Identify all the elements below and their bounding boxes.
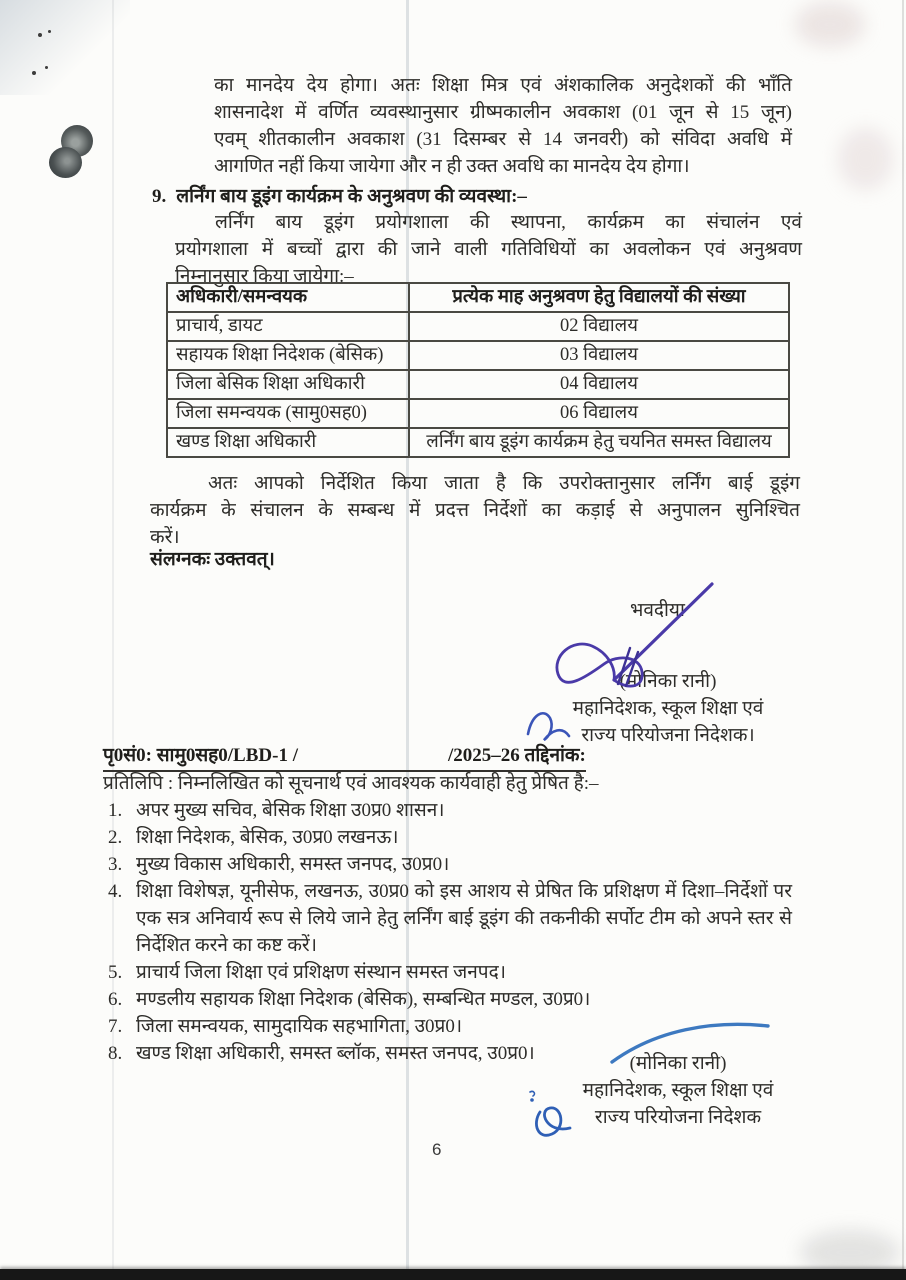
opening-paragraph (214, 72, 792, 180)
signature-ink (552, 580, 720, 698)
paragraph-line: शासनादेश में वर्णित व्यवस्थानुसार ग्रीष्मकालीन अवकाश (01 जून से 15 जून) (214, 102, 792, 123)
paragraph-line: एवम् शीतकालीन अवकाश (31 दिसम्बर से 14 जनवरी) को संविदा अवधि में (214, 129, 792, 150)
signatory-designation: राज्य परियोजना निदेशक। (581, 725, 755, 746)
schools-cell: 04 विद्यालय (409, 370, 789, 399)
item-number: 5. (108, 962, 123, 983)
section-number: 9. (152, 186, 167, 207)
paragraph-line: कार्यक्रम के संचालन के सम्बन्ध में प्रदत्त निर्देशों का कड़ाई से अनुपालन सुनिश्चित (150, 500, 800, 521)
item-number: 6. (108, 989, 123, 1010)
list-item (108, 797, 792, 824)
list-item (108, 986, 792, 1013)
ink-speck (32, 71, 36, 75)
copy-to-intro: प्रतिलिपि : निम्नलिखित को सूचनार्थ एवं आवश्यक कार्यवाही हेतु प्रेषित है:– (103, 773, 599, 794)
item-number: 2. (108, 827, 123, 848)
enclosure-note: संलग्नकः उक्तवत्। (150, 549, 275, 570)
ink-squiggle (524, 704, 572, 746)
ink-speck (45, 66, 48, 69)
item-text: शिक्षा विशेषज्ञ, यूनीसेफ, लखनऊ, उ0प्र0 को इस आशय से प्रेषित कि प्रशिक्षण में दिशा–निर्देशों पर एक सत्र अनिवार्य रूप से लिये जाने हेतु लर्निंग बाई डूइंग की तकनीकी सर्पोट टीम को अपने स्तर से निर्देशित करने का कष्ट करें। (136, 881, 792, 956)
list-item (108, 851, 792, 878)
officer-cell: जिला बेसिक शिक्षा अधिकारी (167, 370, 409, 399)
schools-cell: लर्निंग बाय डूइंग कार्यक्रम हेतु चयनित समस्त विद्यालय (409, 428, 789, 457)
item-number: 4. (108, 881, 123, 902)
scan-smudge (795, 2, 865, 47)
list-item (108, 878, 792, 959)
officer-cell: जिला समन्वयक (सामु0सह0) (167, 399, 409, 428)
item-number: 3. (108, 854, 123, 875)
scan-bottom-band (0, 1269, 906, 1280)
paper-edge-line (902, 0, 904, 1280)
officer-cell: प्राचार्य, डायट (167, 312, 409, 341)
ink-blot (49, 147, 82, 178)
reference-part2: /2025–26 तद्दिनांक: (447, 745, 586, 766)
officer-cell: सहायक शिक्षा निदेशक (बेसिक) (167, 341, 409, 370)
item-number: 7. (108, 1016, 123, 1037)
table-row (167, 341, 789, 370)
ink-speck (38, 33, 42, 37)
item-text: जिला समन्वयक, सामुदायिक सहभागिता, उ0प्र0। (136, 1016, 463, 1037)
item-text: खण्ड शिक्षा अधिकारी, समस्त ब्लॉक, समस्त जनपद, उ0प्र0। (136, 1043, 535, 1064)
officer-cell: खण्ड शिक्षा अधिकारी (167, 428, 409, 457)
item-text: मण्डलीय सहायक शिक्षा निदेशक (बेसिक), सम्बन्धित मण्डल, उ0प्र0। (136, 989, 591, 1010)
signatory-name: (मोनिका रानी) (619, 671, 717, 692)
signatory-name: (मोनिका रानी) (629, 1053, 727, 1074)
section-title: लर्निंग बाय डूइंग कार्यक्रम के अनुश्रवण की व्यवस्था:– (176, 186, 527, 207)
table-header-school-count: प्रत्येक माह अनुश्रवण हेतु विद्यालयों की संख्या (409, 283, 789, 312)
page-number: 6 (432, 1140, 442, 1159)
item-text: मुख्य विकास अधिकारी, समस्त जनपद, उ0प्र0। (136, 854, 450, 875)
schools-cell: 06 विद्यालय (409, 399, 789, 428)
item-number: 8. (108, 1043, 123, 1064)
signatory-designation: महानिदेशक, स्कूल शिक्षा एवं (572, 698, 764, 719)
item-text: शिक्षा निदेशक, बेसिक, उ0प्र0 लखनऊ। (136, 827, 399, 848)
schools-cell: 02 विद्यालय (409, 312, 789, 341)
table-row (167, 399, 789, 428)
ink-speck (48, 30, 51, 33)
paragraph-line: लर्निंग बाय डूइंग प्रयोगशाला की स्थापना, कार्यक्रम का संचालंन एवं (215, 212, 802, 233)
paragraph-line: करें। (150, 527, 180, 548)
signatory-designation: राज्य परियोजना निदेशक (594, 1107, 762, 1128)
paper-fold-line-faint (112, 0, 114, 1280)
signature-ink-arc (608, 1018, 773, 1066)
list-item (108, 824, 792, 851)
signatory-designation: महानिदेशक, स्कूल शिक्षा एवं (582, 1080, 774, 1101)
table-row (167, 370, 789, 399)
scan-corner-shade (0, 0, 130, 95)
directive-paragraph (150, 470, 800, 551)
paragraph-line: आगणित नहीं किया जायेगा और न ही उक्त अवधि का मानदेय देय होगा। (214, 156, 690, 177)
scan-smudge (838, 128, 893, 190)
section-9-body (175, 209, 802, 290)
ink-squiggle (526, 1090, 584, 1144)
table-header-officer: अधिकारी/समन्वयक (167, 283, 409, 312)
paragraph-line: अतः आपको निर्देशित किया जाता है कि उपरोक्तानुसार लर्निंग बाई डूइंग (208, 473, 800, 494)
paragraph-line: प्रयोगशाला में बच्चों द्वारा की जाने वाली गतिविधियों का अवलोकन एवं अनुश्रवण (175, 239, 802, 260)
table-row (167, 312, 789, 341)
paragraph-line: का मानदेय देय होगा। अतः शिक्षा मित्र एवं अंशकालिक अनुदेशकों की भाँति (214, 75, 792, 96)
list-item (108, 959, 792, 986)
item-text: प्राचार्य जिला शिक्षा एवं प्रशिक्षण संस्थान समस्त जनपद। (136, 962, 506, 983)
table-row (167, 428, 789, 457)
section-9-heading (152, 183, 802, 210)
schools-cell: 03 विद्यालय (409, 341, 789, 370)
salutation: भवदीया (630, 600, 685, 621)
reference-part1: पृ0सं0: सामु0सह0/LBD-1 / (103, 745, 298, 766)
table-header-row (167, 283, 789, 312)
reference-number-line (103, 742, 586, 772)
paragraph-line: निम्नानुसार किया जायेगा:– (175, 266, 354, 287)
item-number: 1. (108, 800, 123, 821)
item-text: अपर मुख्य सचिव, बेसिक शिक्षा उ0प्र0 शासन। (136, 800, 445, 821)
monitoring-table (166, 282, 790, 458)
